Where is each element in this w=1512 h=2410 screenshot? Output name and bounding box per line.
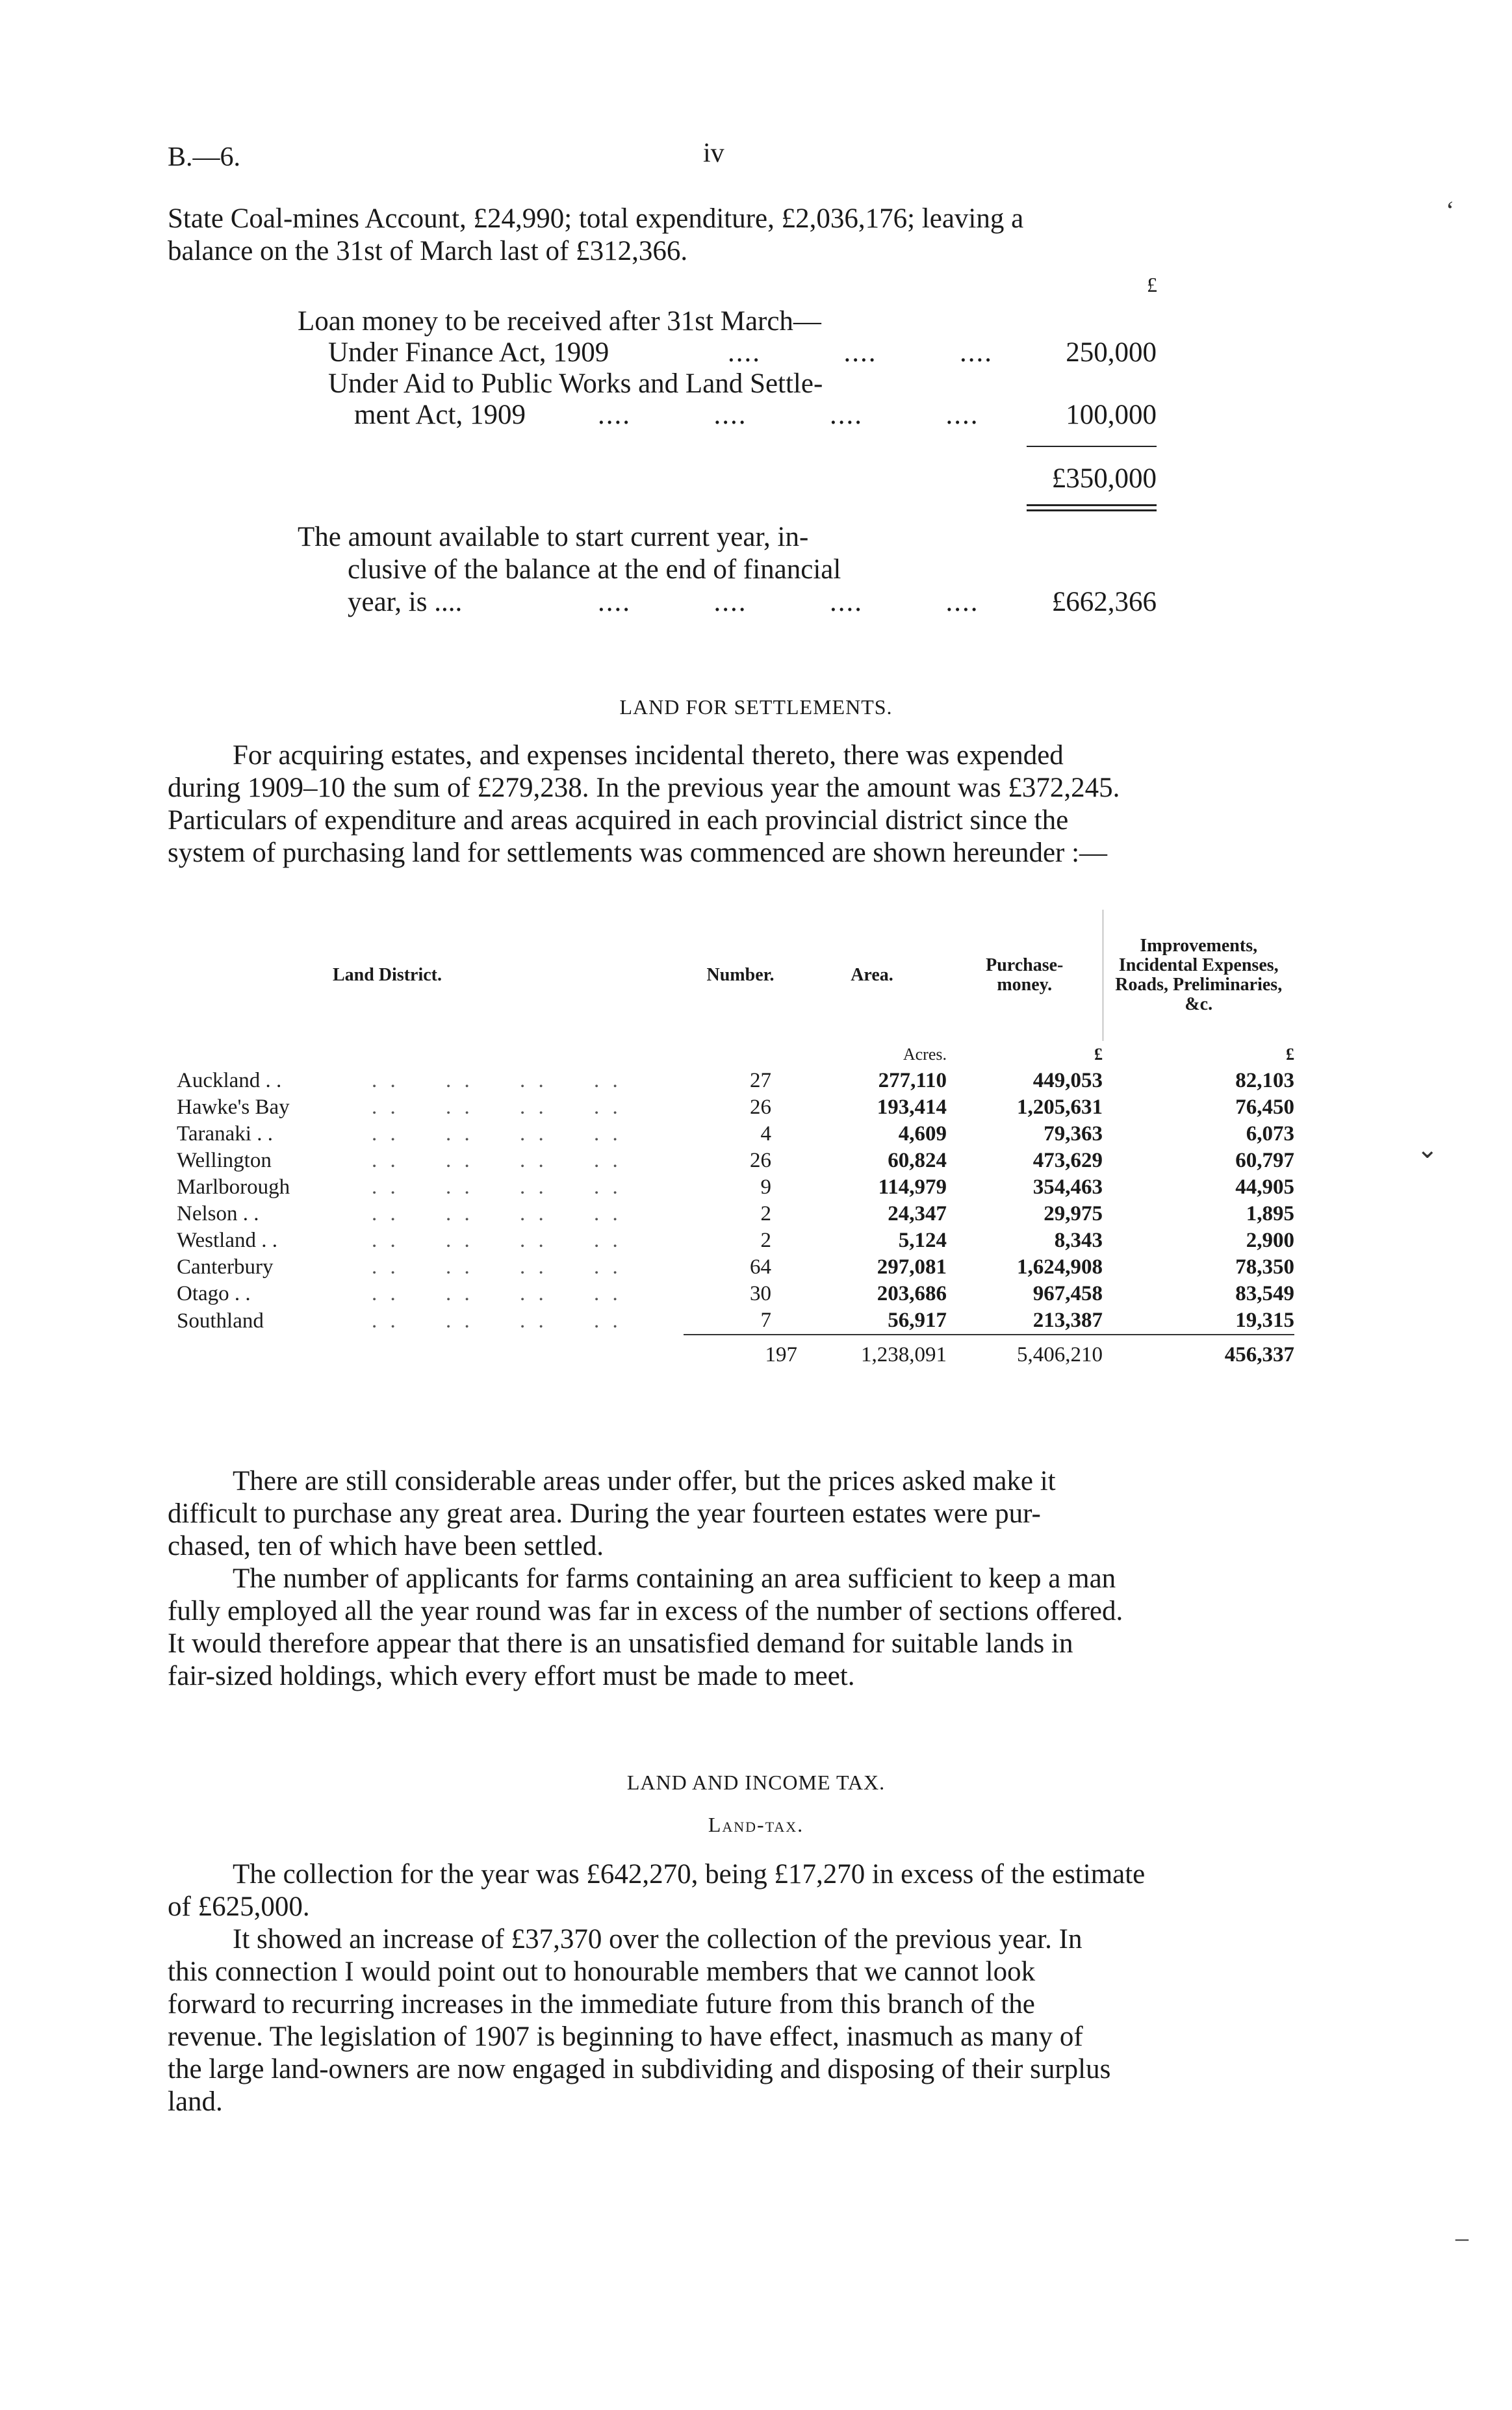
available-line-2: clusive of the balance at the end of financial [348,554,841,585]
row-improvements: 1,895 [1246,1202,1294,1225]
land-district-name: Marlborough [177,1175,290,1199]
row-area: 193,414 [877,1096,947,1119]
loan-total: £350,000 [1051,463,1157,494]
land-district-name: Taranaki . . [177,1122,273,1146]
total-improvements: 456,337 [1103,1335,1294,1374]
increase-paragraph [168,1923,1280,2118]
land-district-name: Canterbury [177,1255,274,1279]
aid-act-label-2: ment Act, 1909 [354,400,526,430]
row-improvements: 76,450 [1235,1096,1294,1119]
offer-paragraph [168,1465,1280,1563]
row-number: 64 [750,1255,771,1279]
available-leader: .... .... .... .... [598,587,979,617]
row-purchase-money: 1,205,631 [1017,1096,1103,1119]
row-improvements: 78,350 [1235,1255,1294,1279]
land-district-name: Wellington [177,1149,272,1172]
intro-line-1: State Coal-mines Account, £24,990; total expenditure, £2,036,176; leaving a [168,203,1024,234]
table-row [177,1201,1294,1227]
loan-money-block [0,260,1512,624]
land-settlements-paragraph [168,739,1280,873]
row-improvements: 82,103 [1235,1069,1294,1092]
applicants-paragraph [168,1563,1280,1693]
col-area: Area. [851,965,893,985]
row-improvements: 44,905 [1235,1175,1294,1199]
offer-line-1: There are still considerable areas under offer, but the prices asked make it [233,1466,1056,1496]
land-district-name: Otago . . [177,1282,251,1305]
aid-act-label-1: Under Aid to Public Works and Land Settle- [328,368,823,399]
row-leader: . . . . . . . . [372,1069,622,1092]
collection-line-2: of £625,000. [168,1891,310,1922]
table-row [177,1068,1294,1094]
page-number: iv [703,138,724,168]
page-reference: B.—6. [168,142,241,172]
table-row [177,1121,1294,1147]
row-number: 7 [760,1309,771,1332]
increase-line-2: this connection I would point out to honourable members that we cannot look [168,1956,1036,1987]
collection-line-1: The collection for the year was £642,270, being £17,270 in excess of the estimate [233,1859,1146,1890]
ls-line-1: For acquiring estates, and expenses incidental thereto, there was expended [233,740,1064,771]
intro-line-2: balance on the 31st of March last of £312,366. [168,236,688,266]
total-area: 1,238,091 [797,1335,947,1374]
available-line-1: The amount available to start current year, in- [298,522,809,552]
increase-line-6: land. [168,2086,223,2117]
row-purchase-money: 449,053 [1032,1069,1103,1092]
row-purchase-money: 29,975 [1044,1202,1103,1225]
row-area: 114,979 [878,1175,947,1199]
row-number: 4 [760,1122,771,1146]
row-purchase-money: 1,624,908 [1017,1255,1103,1279]
row-leader: . . . . . . . . [372,1122,622,1146]
land-district-name: Westland . . [177,1229,277,1252]
row-area: 297,081 [877,1255,947,1279]
unit-pounds-purchase: £ [1094,1045,1103,1064]
row-leader: . . . . . . . . [372,1229,622,1252]
subtotal-rule [1027,446,1157,447]
applicants-line-3: It would therefore appear that there is an unsatisfied demand for suitable lands in [168,1628,1073,1659]
finance-act-label: Under Finance Act, 1909 [328,337,609,368]
unit-pounds-improvements: £ [1286,1045,1294,1064]
row-leader: . . . . . . . . [372,1309,622,1333]
land-settlements-table [177,910,1294,1374]
row-area: 60,824 [888,1149,947,1172]
land-district-name: Hawke's Bay [177,1096,290,1119]
row-area: 277,110 [878,1069,947,1092]
total-rule-2 [1027,509,1157,511]
table-row [177,1147,1294,1174]
aid-act-amount: 100,000 [1066,400,1157,430]
row-purchase-money: 8,343 [1054,1229,1103,1252]
total-rule-1 [1027,504,1157,506]
row-purchase-money: 213,387 [1032,1309,1103,1332]
row-number: 30 [750,1282,771,1305]
land-settlements-heading: LAND FOR SETTLEMENTS. [619,695,893,719]
row-improvements: 83,549 [1235,1282,1294,1305]
table-row [177,1307,1294,1335]
row-area: 5,124 [898,1229,947,1252]
applicants-line-4: fair-sized holdings, which every effort must be made to meet. [168,1661,855,1691]
row-improvements: 2,900 [1246,1229,1294,1252]
row-purchase-money: 354,463 [1032,1175,1103,1199]
applicants-line-2: fully employed all the year round was far in excess of the number of sections offered. [168,1596,1123,1626]
margin-mark-arrow: ⌄ [1416,1134,1439,1164]
total-number: 197 [684,1335,797,1374]
row-number: 27 [750,1069,771,1092]
aid-act-leader: .... .... .... .... [598,400,979,430]
col-number: Number. [706,965,775,985]
ls-line-3: Particulars of expenditure and areas acquired in each provincial district since the [168,805,1069,836]
row-area: 203,686 [877,1282,947,1305]
land-tax-subheading: Land-tax. [708,1813,804,1836]
row-leader: . . . . . . . . [372,1149,622,1172]
row-leader: . . . . . . . . [372,1096,622,1119]
row-leader: . . . . . . . . [372,1175,622,1199]
row-number: 26 [750,1096,771,1119]
currency-symbol: £ [1147,273,1157,296]
table-row [177,1227,1294,1254]
available-amount: £662,366 [1051,587,1157,617]
row-improvements: 19,315 [1235,1309,1294,1332]
table-row [177,1174,1294,1201]
margin-mark-tick: ‘ [1446,196,1455,225]
row-leader: . . . . . . . . [372,1202,622,1225]
total-purchase-money: 5,406,210 [947,1335,1103,1374]
row-improvements: 6,073 [1246,1122,1294,1146]
increase-line-3: forward to recurring increases in the immediate future from this branch of the [168,1989,1035,2019]
loan-title: Loan money to be received after 31st March— [298,306,821,337]
land-district-name: Southland [177,1309,264,1333]
row-purchase-money: 967,458 [1032,1282,1103,1305]
row-area: 24,347 [888,1202,947,1225]
col-purchase-money: Purchase-money. [986,955,1064,995]
col-land-district: Land District. [333,965,442,985]
row-purchase-money: 473,629 [1032,1149,1103,1172]
row-number: 9 [760,1175,771,1199]
table-row [177,1254,1294,1281]
table-row [177,1281,1294,1307]
available-line-3: year, is .... [348,587,463,617]
table-units-row [177,1041,1294,1068]
finance-act-leader: .... .... .... [728,337,993,368]
col-improvements: Improvements, Incidental Expenses, Roads, Preliminaries, &c. [1103,910,1294,1041]
row-number: 26 [750,1149,771,1172]
finance-act-amount: 250,000 [1066,337,1157,368]
table-header-row [177,910,1294,1041]
table-total-row [177,1335,1294,1374]
increase-line-4: revenue. The legislation of 1907 is beginning to have effect, inasmuch as many of [168,2021,1083,2052]
row-number: 2 [760,1229,771,1252]
row-number: 2 [760,1202,771,1225]
ls-line-4: system of purchasing land for settlements was commenced are shown hereunder :— [168,838,1108,868]
ls-line-2: during 1909–10 the sum of £279,238. In the previous year the amount was £372,245. [168,773,1120,803]
applicants-line-1: The number of applicants for farms containing an area sufficient to keep a man [233,1563,1116,1594]
row-area: 4,609 [898,1122,947,1146]
land-district-name: Auckland . . [177,1069,282,1092]
row-leader: . . . . . . . . [372,1255,622,1279]
land-income-tax-heading: LAND AND INCOME TAX. [626,1771,886,1794]
increase-line-5: the large land-owners are now engaged in subdividing and disposing of their surplus [168,2054,1111,2084]
margin-mark-dash: – [1455,2223,1468,2252]
table-row [177,1094,1294,1121]
offer-line-2: difficult to purchase any great area. During the year fourteen estates were pur- [168,1498,1041,1529]
row-leader: . . . . . . . . [372,1282,622,1305]
row-improvements: 60,797 [1235,1149,1294,1172]
offer-line-3: chased, ten of which have been settled. [168,1531,604,1561]
row-area: 56,917 [888,1309,947,1332]
row-purchase-money: 79,363 [1044,1122,1103,1146]
increase-line-1: It showed an increase of £37,370 over the collection of the previous year. In [233,1924,1083,1955]
unit-acres: Acres. [903,1045,947,1064]
land-district-name: Nelson . . [177,1202,259,1225]
collection-paragraph [168,1858,1280,1923]
